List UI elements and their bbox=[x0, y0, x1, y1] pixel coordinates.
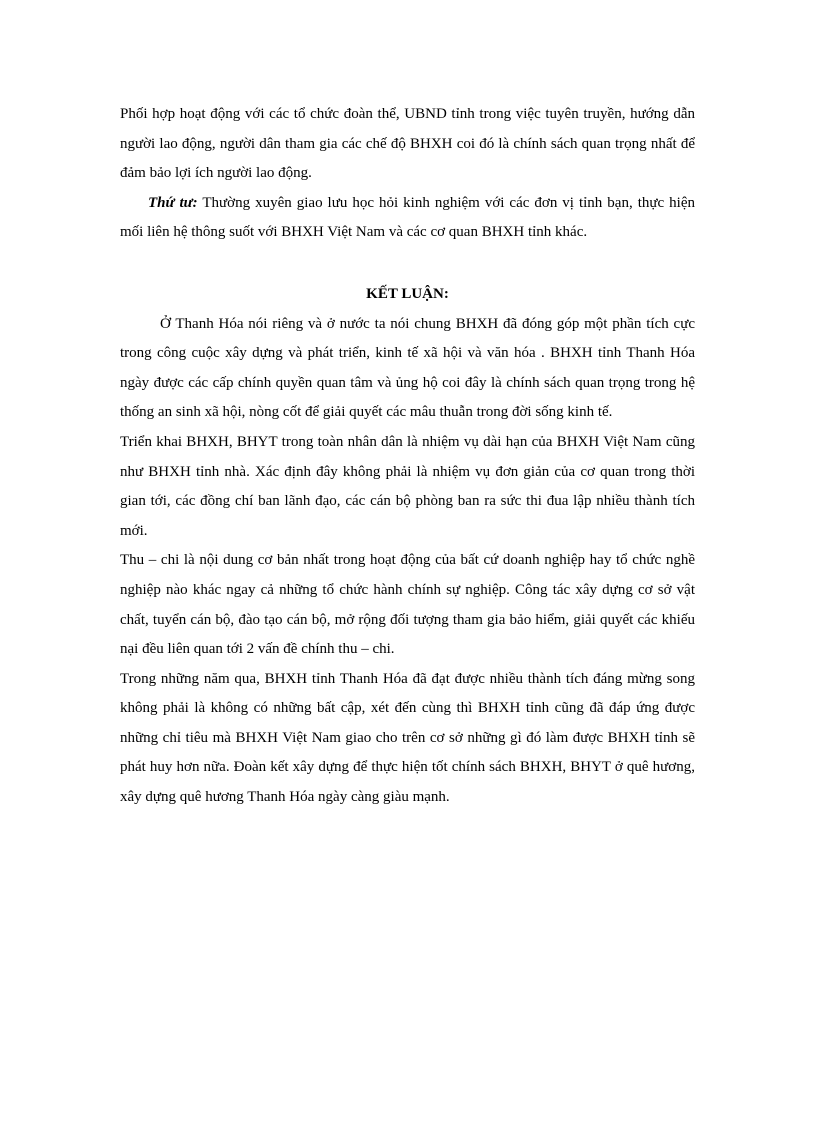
conclusion-paragraph-4: Trong những năm qua, BHXH tỉnh Thanh Hóa đã đạt được nhiều thành tích đáng mừng song không phải là không có những bất cập, xét đến cùng thì BHXH tỉnh cũng đã đáp ứng được những chỉ tiêu mà BHXH Việt Nam giao cho trên cơ sở những gì đó làm được BHXH tỉnh sẽ phát huy hơn nữa. Đoàn kết xây dựng để thực hiện tốt chính sách BHXH, BHYT ở quê hương, xây dựng quê hương Thanh Hóa ngày càng giàu mạnh. bbox=[120, 670, 695, 806]
document-page bbox=[120, 100, 695, 813]
conclusion-paragraph-1: Ở Thanh Hóa nói riêng và ở nước ta nói chung BHXH đã đóng góp một phần tích cực trong công cuộc xây dựng và phát triển, kinh tế xã hội và văn hóa . BHXH tỉnh Thanh Hóa ngày được các cấp chính quyền quan tâm và ủng hộ coi đây là chính sách quan trọng trong hệ thống an sinh xã hội, nòng cốt để giải quyết các mâu thuẫn trong đời sống kinh tế. bbox=[120, 315, 695, 421]
conclusion-paragraph-3: Thu – chi là nội dung cơ bản nhất trong hoạt động của bất cứ doanh nghiệp hay tổ chức nghề nghiệp nào khác ngay cả những tổ chức hành chính sự nghiệp. Công tác xây dựng cơ sở vật chất, tuyển cán bộ, đào tạo cán bộ, mở rộng đối tượng tham gia bảo hiểm, giải quyết các khiếu nại đều liên quan tới 2 vấn đề chính thu – chi. bbox=[120, 552, 695, 658]
paragraph-coordination: Phối hợp hoạt động với các tổ chức đoàn thể, UBND tỉnh trong việc tuyên truyền, hướng dẫn người lao động, người dân tham gia các chế độ BHXH coi đó là chính sách quan trọng nhất để đảm bảo lợi ích người lao động. bbox=[120, 106, 695, 182]
conclusion-paragraph-2: Triển khai BHXH, BHYT trong toàn nhân dân là nhiệm vụ dài hạn của BHXH Việt Nam cũng như BHXH tỉnh nhà. Xác định đây không phải là nhiệm vụ đơn giản của cơ quan trong thời gian tới, các đồng chí ban lãnh đạo, các cán bộ phòng ban ra sức thi đua lập nhiều thành tích mới. bbox=[120, 433, 695, 539]
conclusion-heading: KẾT LUẬN: bbox=[366, 285, 449, 302]
paragraph-fourth-text: Thường xuyên giao lưu học hỏi kinh nghiệm với các đơn vị tỉnh bạn, thực hiện mối liên hệ thông suốt với BHXH Việt Nam và các cơ quan BHXH tỉnh khác. bbox=[120, 194, 695, 241]
paragraph-fourth bbox=[120, 189, 695, 248]
paragraph-fourth-lead: Thứ tư: bbox=[148, 194, 198, 211]
